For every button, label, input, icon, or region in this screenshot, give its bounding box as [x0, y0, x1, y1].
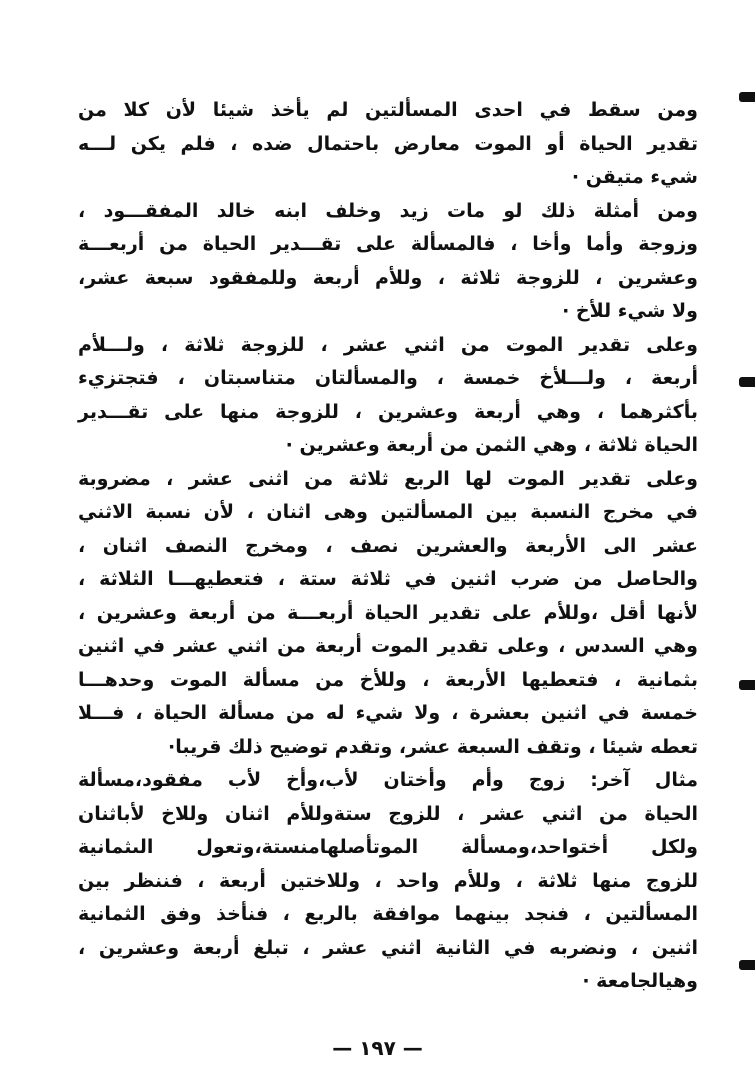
text-line: ولا شيء للأخ ·	[562, 300, 698, 322]
text-line: وزوجة وأما وأخا ، فالمسألة على تقـــدير الحياة من أربعـــة	[78, 233, 698, 255]
scan-edge-mark	[739, 92, 755, 102]
text-line: للزوج منها ثلاثة ، وللأم واحد ، وللاختين أربعة ، فننظر بين	[78, 869, 698, 892]
scan-edge-mark	[739, 960, 755, 970]
text-line: الحياة من اثني عشر ، للزوج ستةوللأم اثنان وللاخ لأباثنان	[78, 802, 698, 825]
text-line: المسألتين ، فنجد بينهما موافقة بالربع ، فنأخذ وفق الثمانية	[78, 903, 698, 925]
text-line: ومن أمثلة ذلك لو مات زيد وخلف ابنه خالد المفقـــود ،	[78, 199, 698, 222]
text-line: شيء متيقن ·	[571, 166, 698, 188]
text-line: عشر الى الأربعة والعشرين نصف ، ومخرج النصف اثنان ،	[78, 534, 698, 557]
text-line: خمسة في اثنين بعشرة ، ولا شيء له من مسألة الحياة ، فـــلا	[78, 702, 698, 724]
text-line: الحياة ثلاثة ، وهي الثمن من أربعة وعشرين ·	[285, 434, 698, 456]
text-line: تقدير الحياة أو الموت معارض باحتمال ضده ، فلم يكن لـــه	[78, 132, 698, 155]
text-line: في مخرج النسبة بين المسألتين وهى اثنان ، لأن نسبة الاثني	[78, 501, 698, 523]
text-line: مثال آخر: زوج وأم وأختان لأب،وأخ لأب مفقود،مسألة	[78, 769, 698, 791]
text-line: بأكثرهما ، وهي أربعة وعشرين ، للزوجة منها على تقـــدير	[78, 400, 698, 423]
text-line: بثمانية ، فتعطيها الأربعة ، وللأخ من مسألة الموت وحدهـــا	[78, 668, 698, 691]
text-line: ولكل أختواحد،ومسألة الموتأصلهامنستة،وتعول الىثمانية	[78, 836, 698, 858]
page-body-text	[78, 94, 698, 999]
text-line: لأنها أقل ،وللأم على تقدير الحياة أربعـــة من أربعة وعشرين ،	[78, 601, 698, 624]
scan-edge-mark	[739, 377, 755, 387]
text-line: وهيالجامعة ·	[582, 970, 698, 992]
text-line: وعشرين ، للزوجة ثلاثة ، وللأم أربعة وللمفقود سبعة عشر،	[78, 266, 698, 289]
text-line: وعلى تقدير الموت من اثني عشر ، للزوجة ثلاثة ، ولـــلأم	[78, 333, 698, 356]
text-line: والحاصل من ضرب اثنين في ثلاثة ستة ، فتعطيهـــا الثلاثة ،	[78, 568, 698, 590]
scan-edge-mark	[739, 680, 755, 690]
text-line: تعطه شيئا ، وتقف السبعة عشر، وتقدم توضيح ذلك قريبا·	[167, 735, 698, 758]
text-line: وهي السدس ، وعلى تقدير الموت أربعة من اثني عشر في اثنين	[78, 635, 698, 657]
text-line: وعلى تقدير الموت لها الربع ثلاثة من اثنى عشر ، مضروبة	[78, 467, 698, 490]
text-line: ومن سقط في احدى المسألتين لم يأخذ شيئا لأن كلا من	[78, 99, 698, 121]
page-number: — ١٩٧ —	[332, 1036, 423, 1060]
text-line: اثنين ، ونضربه في الثانية اثني عشر ، تبلغ أربعة وعشرين ،	[78, 936, 698, 959]
text-line: أربعة ، ولـــلأخ خمسة ، والمسألتان متناسبتان ، فتجتزيء	[78, 367, 698, 389]
